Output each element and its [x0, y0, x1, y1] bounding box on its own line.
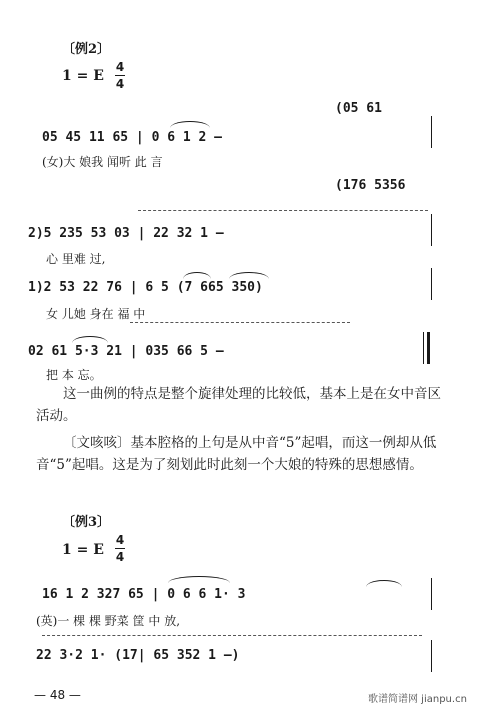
example-3-key: 1 = E [62, 542, 104, 558]
slur [168, 576, 230, 583]
lyrics-line: 把 本 忘。 [46, 368, 102, 382]
example-3-label: 〔例3〕 [62, 515, 111, 530]
barline [431, 268, 432, 300]
barline [431, 116, 432, 148]
dashed-rule [42, 635, 422, 636]
slur [366, 580, 402, 587]
notation-line: 05 45 11 65 | 0 6 1 2 — [42, 130, 223, 145]
dashed-rule [130, 322, 350, 323]
lyrics-line: 心 里难 过, [46, 252, 106, 266]
slur [183, 272, 211, 279]
notation-line: 02 61 5·3 21 | 035 66 5 — [28, 344, 224, 359]
example-3-time-line [115, 548, 125, 549]
body-paragraph: 〔文咳咳〕基本腔格的上句是从中音“5”起唱，而这一例却从低音“5”起唱。这是为了刻划此时此刻一个大娘的特殊的思想感情。 [36, 435, 437, 473]
example-2-time-top: 4 [115, 60, 125, 74]
page-number: — 48 — [34, 688, 81, 702]
notation-line: (176 5356 [335, 178, 406, 193]
notation-line: (05 61 [335, 101, 382, 116]
barline [431, 640, 432, 672]
example-2-time-bottom: 4 [115, 77, 125, 91]
lyrics-line: 女 儿她 身在 福 中 [46, 307, 146, 321]
barline [431, 214, 432, 246]
barline [423, 332, 424, 364]
barline [431, 578, 432, 610]
lyrics-line: (女)大 娘我 闻听 此 言 [42, 155, 163, 169]
notation-line: 22 3·2 1· (17| 65 352 1 —) [36, 648, 240, 663]
slur [170, 121, 210, 128]
example-2-key: 1 = E [62, 68, 104, 84]
notation-line: 16 1 2 327 65 | 0 6 6 1· 3 [42, 587, 246, 602]
watermark: 歌谱简谱网 jianpu.cn [368, 694, 467, 705]
notation-line: 2)5 235 53 03 | 22 32 1 — [28, 226, 224, 241]
final-barline [427, 332, 430, 364]
dashed-rule [138, 210, 428, 211]
example-3-time-bottom: 4 [115, 550, 125, 564]
example-2-label: 〔例2〕 [62, 42, 111, 57]
slur [229, 272, 269, 279]
notation-line: 1)2 53 22 76 | 6 5 (7 665 350) [28, 280, 263, 295]
example-3-time-top: 4 [115, 533, 125, 547]
body-paragraph: 这一曲例的特点是整个旋律处理的比较低，基本上是在女中音区活动。 [36, 386, 441, 424]
example-2-time-line [115, 75, 125, 76]
lyrics-line: (英)一 棵 棵 野菜 筐 中 放, [36, 614, 181, 628]
slur [72, 336, 108, 343]
